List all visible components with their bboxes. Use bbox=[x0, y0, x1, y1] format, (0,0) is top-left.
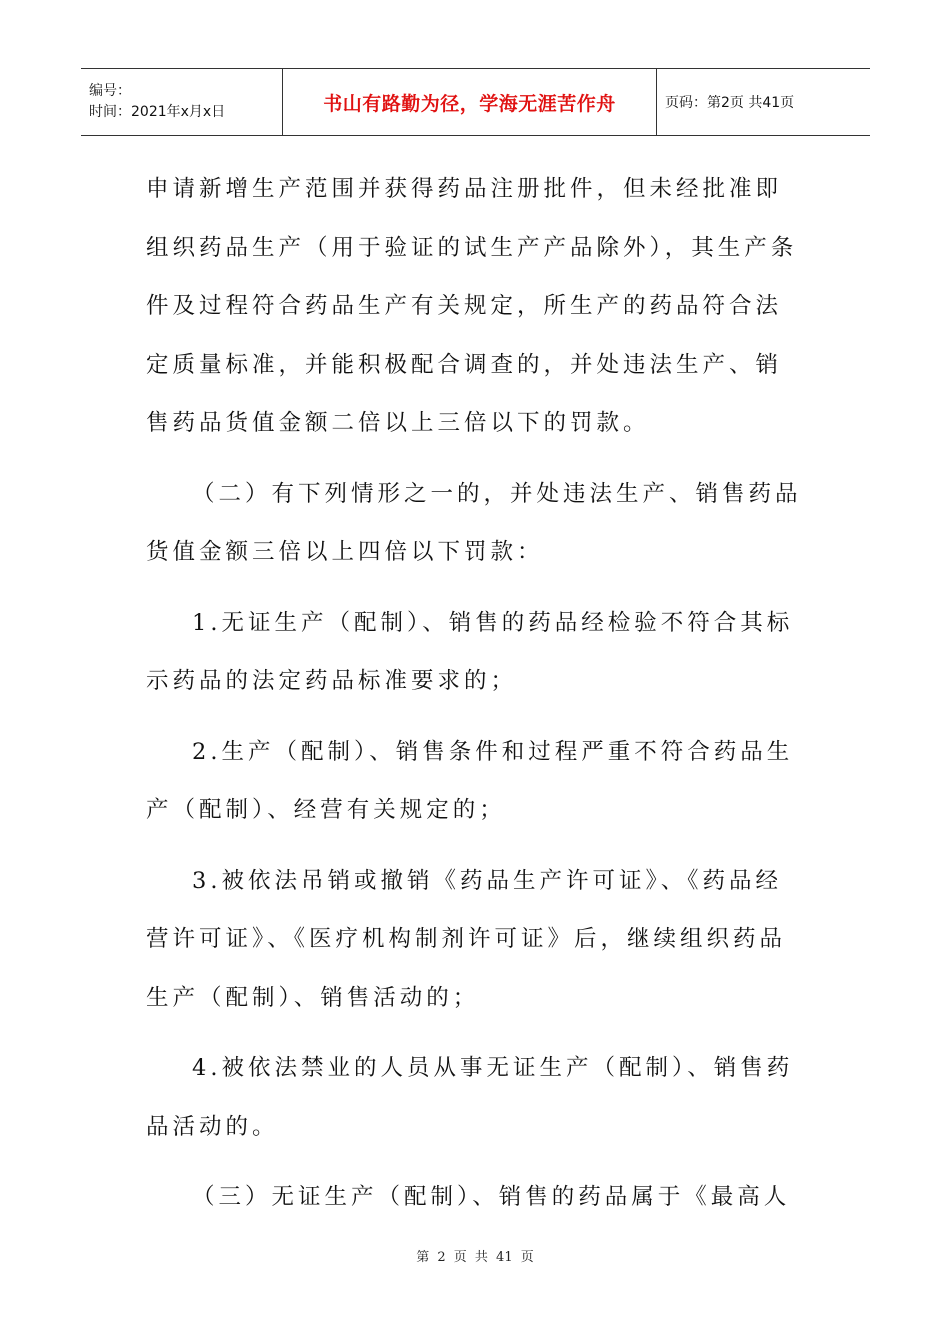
header-meta-cell bbox=[81, 69, 283, 135]
header-page-info: 页码：第2页 共41页 bbox=[665, 95, 795, 111]
body-paragraph: 1.无证生产（配制）、销售的药品经检验不符合其标示药品的法定药品标准要求的； bbox=[146, 609, 794, 694]
header-page-cell bbox=[657, 69, 870, 135]
header-motto-cell bbox=[283, 69, 657, 135]
header-motto: 书山有路勤为径，学海无涯苦作舟 bbox=[323, 92, 616, 115]
document-body bbox=[146, 160, 808, 1227]
page-footer: 第 2 页 共 41 页 bbox=[416, 1250, 534, 1265]
body-paragraph: （三）无证生产（配制）、销售的药品属于《最高人 bbox=[192, 1184, 791, 1210]
body-paragraph: （二）有下列情形之一的，并处违法生产、销售药品货值金额三倍以上四倍以下罚款： bbox=[146, 480, 802, 565]
body-paragraph: 3.被依法吊销或撤销《药品生产许可证》、《药品经营许可证》、《医疗机构制剂许可证》后，继续组织药品生产（配制）、销售活动的； bbox=[146, 867, 787, 1011]
body-paragraph: 4.被依法禁业的人员从事无证生产（配制）、销售药品活动的。 bbox=[146, 1055, 794, 1140]
document-date-label: 时间：2021年x月x日 bbox=[89, 104, 226, 120]
document-header bbox=[81, 68, 870, 136]
body-paragraph: 2.生产（配制）、销售条件和过程严重不符合药品生产（配制）、经营有关规定的； bbox=[146, 738, 794, 823]
body-paragraph: 申请新增生产范围并获得药品注册批件，但未经批准即组织药品生产（用于验证的试生产产品除外），其生产条件及过程符合药品生产有关规定，所生产的药品符合法定质量标准，并能积极配合调查的，并处违法生产、销售药品货值金额二倍以上三倍以下的罚款。 bbox=[146, 176, 798, 436]
document-number-label: 编号： bbox=[89, 83, 131, 99]
